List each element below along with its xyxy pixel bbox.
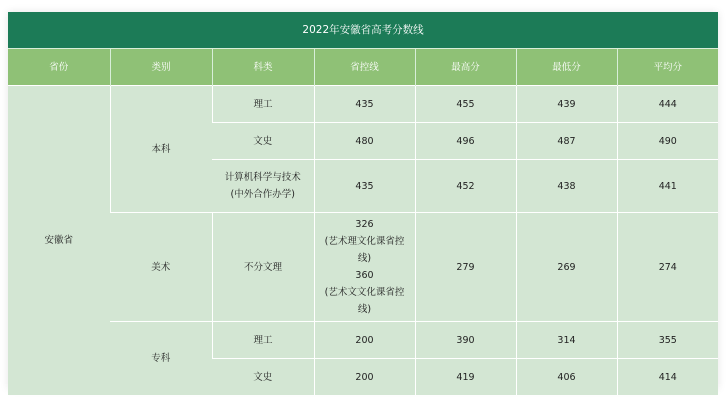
max-score-cell: 496 (415, 123, 516, 160)
header-max-score: 最高分 (415, 49, 516, 86)
control-line-cell-line: 200 (355, 371, 374, 383)
min-score-cell: 487 (516, 123, 617, 160)
subject-cell-line: 不分文理 (243, 261, 282, 273)
min-score-cell: 314 (516, 322, 617, 359)
control-line-cell-line: 480 (355, 135, 374, 147)
min-score-cell: 406 (516, 359, 617, 396)
header-control-line: 省控线 (314, 49, 415, 86)
control-line-cell (314, 213, 415, 322)
header-province: 省份 (8, 49, 110, 86)
max-score-cell: 390 (415, 322, 516, 359)
subject-cell-line: 文史 (253, 135, 273, 147)
table-title: 2022年安徽省高考分数线 (8, 12, 718, 49)
max-score-cell: 279 (415, 213, 516, 322)
table-row (8, 213, 718, 322)
control-line-cell (314, 322, 415, 359)
control-line-cell-line: 435 (355, 180, 374, 192)
table-body (8, 86, 718, 396)
category-cell: 本科 (110, 86, 212, 213)
control-line-cell-line: 200 (355, 334, 374, 346)
table-row (8, 322, 718, 359)
control-line-cell-line: 326 (355, 219, 374, 230)
control-line-cell-line: (艺术理文化课省控 (324, 236, 405, 247)
avg-score-cell: 414 (617, 359, 718, 396)
score-table (8, 12, 718, 395)
subject-cell (212, 359, 314, 396)
subject-cell (212, 213, 314, 322)
avg-score-cell: 441 (617, 160, 718, 213)
control-line-cell (314, 123, 415, 160)
control-line-cell-line: 线) (357, 304, 372, 315)
table-row (8, 86, 718, 123)
control-line-cell-line: 435 (355, 98, 374, 110)
min-score-cell: 269 (516, 213, 617, 322)
max-score-cell: 452 (415, 160, 516, 213)
max-score-cell: 455 (415, 86, 516, 123)
subject-cell (212, 86, 314, 123)
control-line-cell (314, 86, 415, 123)
header-avg-score: 平均分 (617, 49, 718, 86)
subject-cell-line: 文史 (253, 371, 273, 383)
province-cell: 安徽省 (8, 86, 110, 396)
subject-cell-line: 理工 (253, 98, 273, 110)
avg-score-cell: 355 (617, 322, 718, 359)
subject-cell-line: 理工 (253, 334, 273, 346)
control-line-cell-line: 360 (355, 270, 374, 281)
subject-cell (212, 322, 314, 359)
max-score-cell: 419 (415, 359, 516, 396)
category-cell: 专科 (110, 322, 212, 396)
avg-score-cell: 490 (617, 123, 718, 160)
avg-score-cell: 274 (617, 213, 718, 322)
control-line-cell-line: 线) (357, 253, 372, 264)
header-min-score: 最低分 (516, 49, 617, 86)
subject-cell (212, 123, 314, 160)
header-subject: 科类 (212, 49, 314, 86)
min-score-cell: 439 (516, 86, 617, 123)
control-line-cell (314, 160, 415, 213)
subject-cell (212, 160, 314, 213)
header-category: 类别 (110, 49, 212, 86)
avg-score-cell: 444 (617, 86, 718, 123)
score-table-container (8, 12, 718, 389)
subject-cell-line: 计算机科学与技术 (224, 172, 301, 183)
category-cell: 美术 (110, 213, 212, 322)
subject-cell-line: (中外合作办学) (230, 189, 295, 200)
control-line-cell (314, 359, 415, 396)
min-score-cell: 438 (516, 160, 617, 213)
control-line-cell-line: (艺术文文化课省控 (324, 287, 405, 298)
